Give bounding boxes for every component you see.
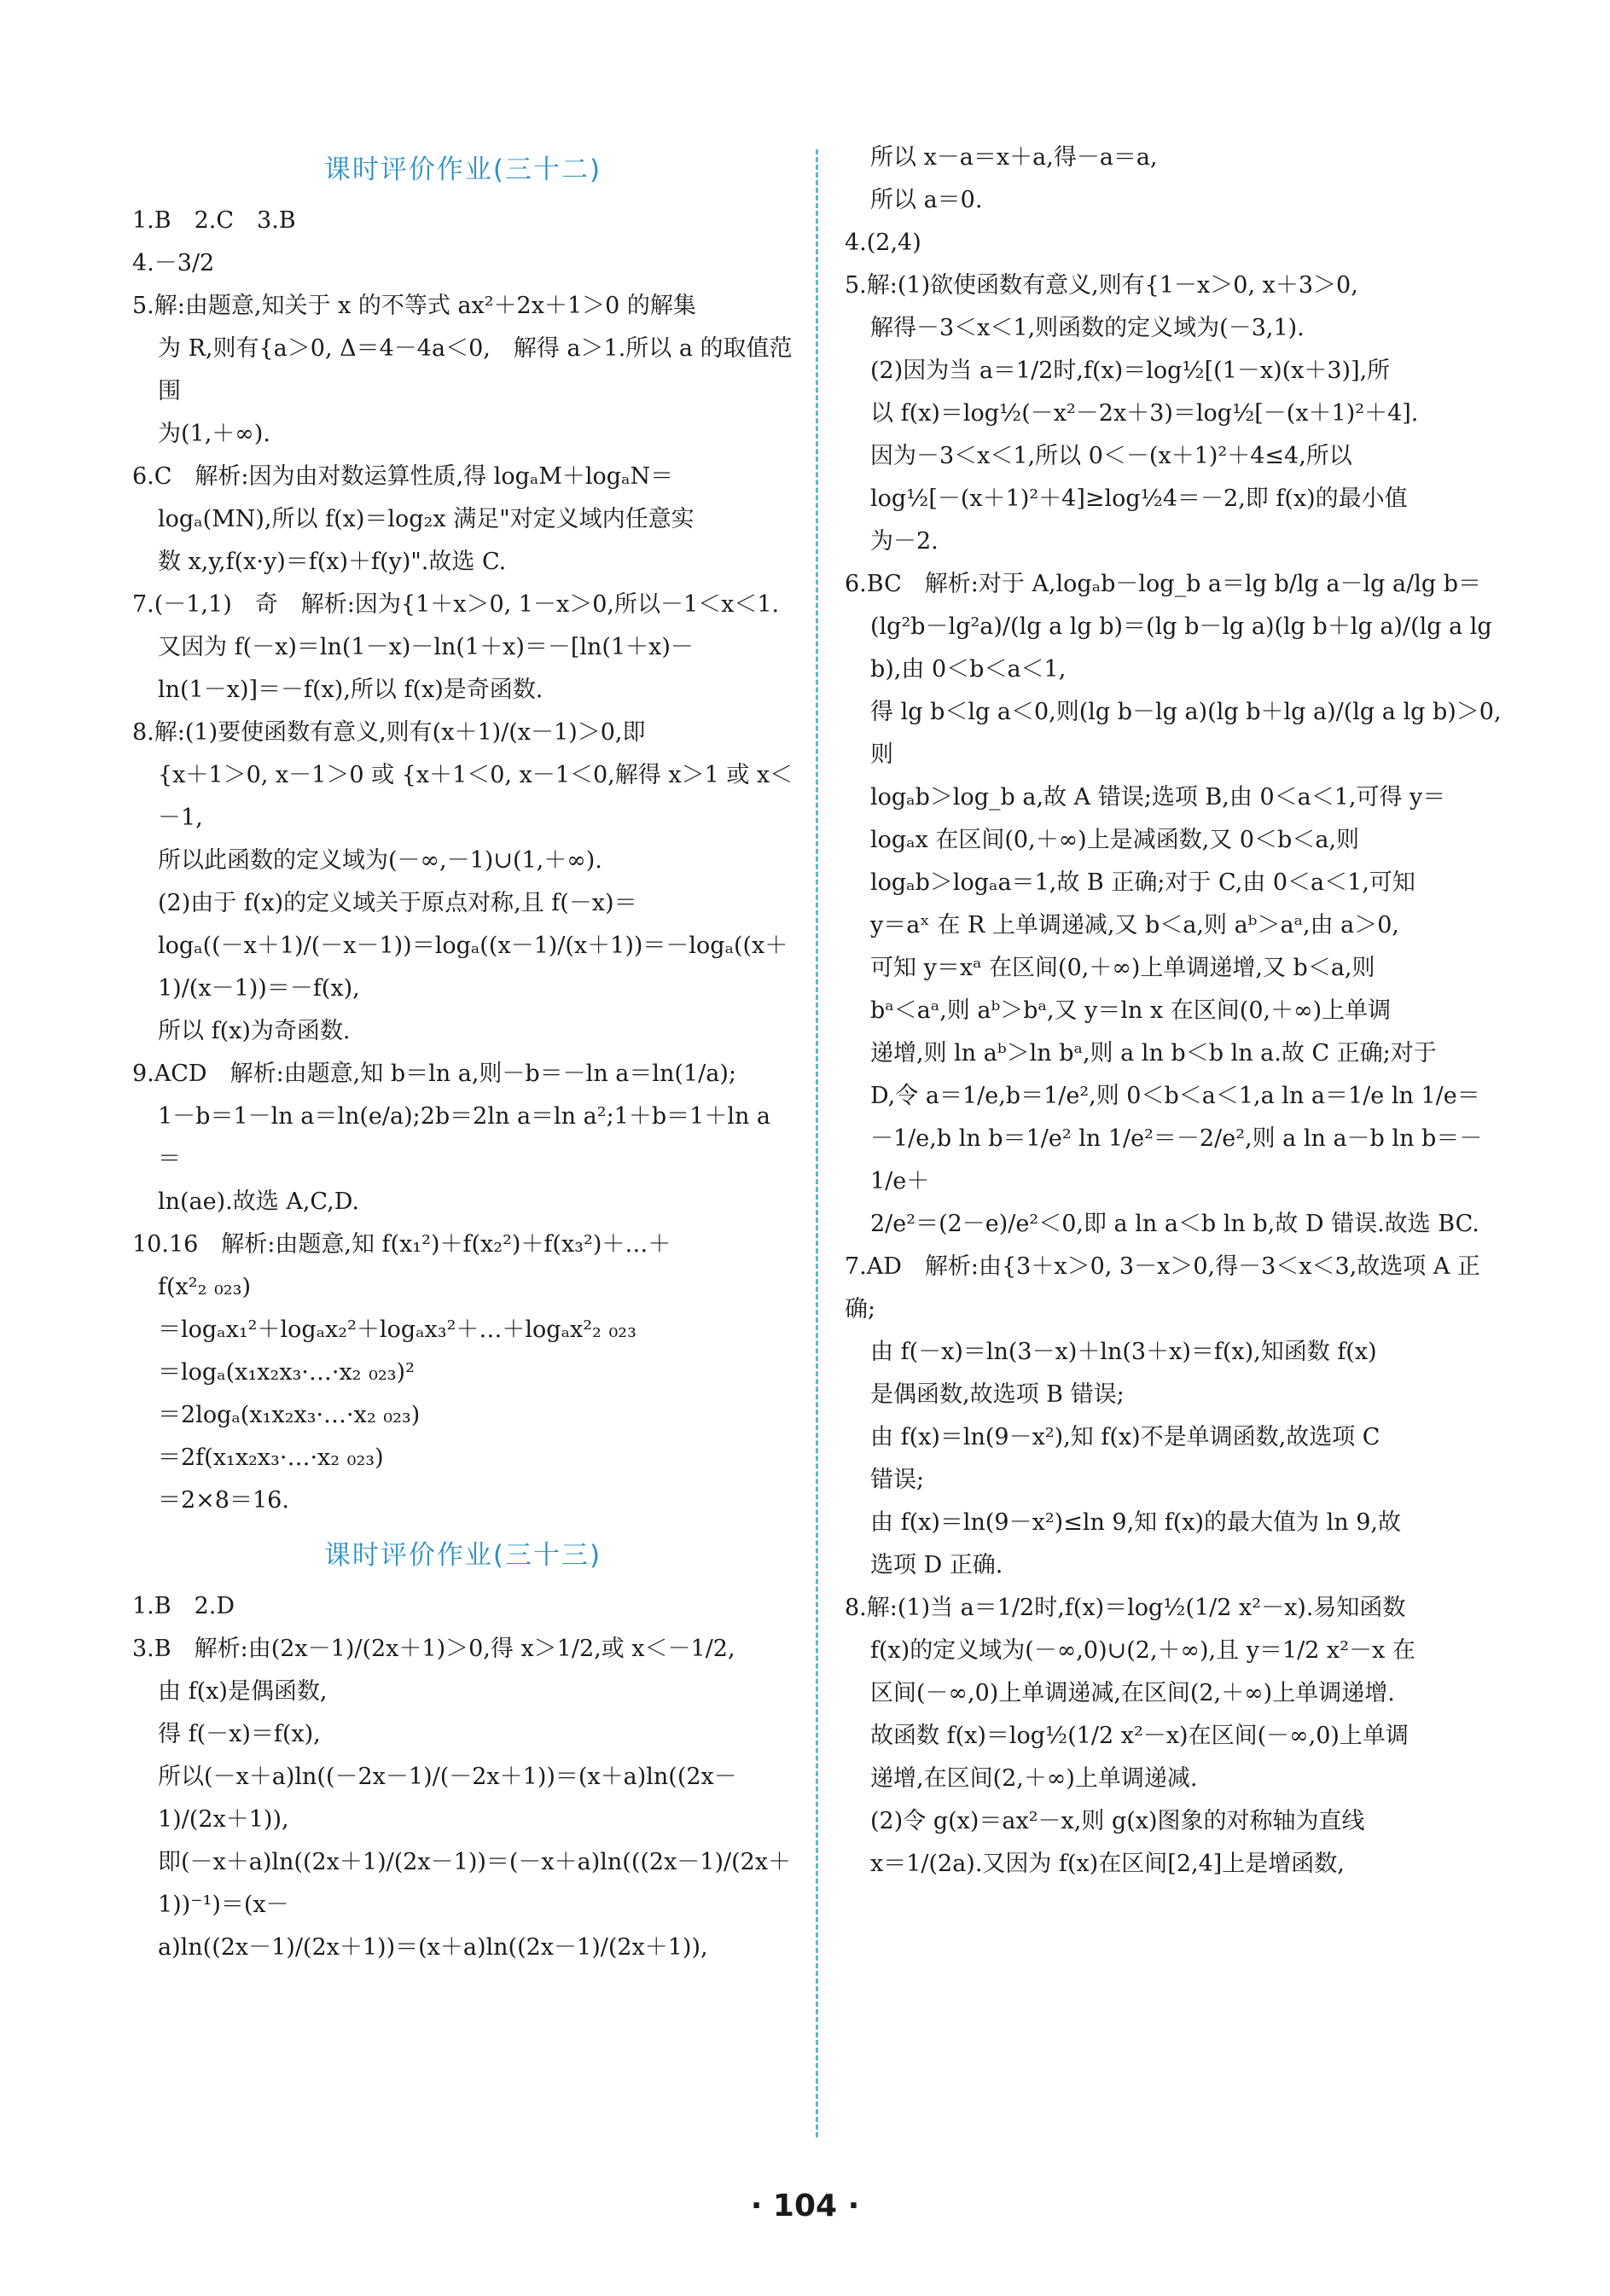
answer-line: 为(1,＋∞). [158,421,270,447]
answer-line: f(x)的定义域为(－∞,0)∪(2,＋∞),且 y＝1/2 x²－x 在 [870,1637,1415,1664]
answer-line: 1－b＝1－ln a＝ln(e/a);2b＝2ln a＝ln a²;1＋b＝1＋ln a＝ [158,1103,771,1172]
answer-line: 由 f(x)＝ln(9－x²)≤ln 9,知 f(x)的最大值为 ln 9,故 [870,1509,1402,1536]
answer-line: 8.解:(1)当 a＝1/2时,f(x)＝log½(1/2 x²－x).易知函数 [845,1595,1406,1621]
answer-line: 由 f(－x)＝ln(3－x)＋ln(3＋x)＝f(x),知函数 f(x) [870,1339,1377,1365]
answer-line: logₐx 在区间(0,＋∞)上是减函数,又 0＜b＜a,则 [870,827,1360,853]
answer-line: ＝2×8＝16. [158,1487,289,1514]
answer-line: 为 R,则有{a＞0, Δ＝4－4a＜0, 解得 a＞1.所以 a 的取值范围 [158,335,793,404]
answer-line: 区间(－∞,0)上单调递减,在区间(2,＋∞)上单调递增. [870,1680,1395,1706]
answer-line: 所以 a＝0. [870,187,983,213]
answer-line: (2)因为当 a＝1/2时,f(x)＝log½[(1－x)(x＋3)],所 [870,357,1391,384]
answer-line: －1/e,b ln b＝1/e² ln 1/e²＝－2/e²,则 a ln a－b ln b＝－1/e＋ [870,1125,1483,1195]
answer-line: 所以 f(x)为奇函数. [158,1018,351,1044]
answer-line: y＝aˣ 在 R 上单调递减,又 b＜a,则 aᵇ＞aᵃ,由 a＞0, [870,912,1400,939]
answer-line: 即(－x＋a)ln((2x＋1)/(2x－1))＝(－x＋a)ln(((2x－1)/(2x＋1))⁻¹)＝(x－ [158,1849,792,1918]
answer-line: (lg²b－lg²a)/(lg a lg b)＝(lg b－lg a)(lg b＋lg a)/(lg a lg b),由 0＜b＜a＜1, [870,613,1500,683]
answer-line: logₐb＞log_b a,故 A 错误;选项 B,由 0＜a＜1,可得 y＝ [870,784,1446,811]
answer-line: f(x²₂ ₀₂₃) [158,1274,251,1300]
answer-line: bᵃ＜aᵃ,则 aᵇ＞bᵃ,又 y＝ln x 在区间(0,＋∞)上单调 [870,997,1392,1024]
answer-line: logₐb＞logₐa＝1,故 B 正确;对于 C,由 0＜a＜1,可知 [870,869,1415,896]
page-number: · 104 · [750,2188,860,2223]
answer-line: 5.解:(1)欲使函数有意义,则有{1－x＞0, x＋3＞0, [845,272,1358,299]
answer-line: 4.(2,4) [845,230,921,256]
answer-line: 由 f(x)是偶函数, [158,1678,328,1705]
answer-line: a)ln((2x－1)/(2x＋1))＝(x＋a)ln((2x－1)/(2x＋1)), [158,1934,708,1961]
answer-line: 所以此函数的定义域为(－∞,－1)∪(1,＋∞). [158,847,602,874]
answer-line: 选项 D 正确. [870,1552,1003,1578]
answer-line: 1.B 2.D [132,1593,235,1619]
answer-line: 5.解:由题意,知关于 x 的不等式 ax²＋2x＋1＞0 的解集 [132,293,696,319]
answer-line: (2)令 g(x)＝ax²－x,则 g(x)图象的对称轴为直线 [870,1808,1365,1834]
answer-line: 7.AD 解析:由{3＋x＞0, 3－x＞0,得－3＜x＜3,故选项 A 正确; [845,1253,1480,1322]
answer-line: 以 f(x)＝log½(－x²－2x＋3)＝log½[－(x＋1)²＋4]. [870,400,1419,427]
answer-line: 9.ACD 解析:由题意,知 b＝ln a,则－b＝－ln a＝ln(1/a); [132,1061,736,1087]
right-column [845,137,1510,1886]
answer-line: 8.解:(1)要使函数有意义,则有(x＋1)/(x－1)＞0,即 [132,719,646,746]
answer-line: 6.BC 解析:对于 A,logₐb－log_b a＝lg b/lg a－lg a/lg b＝ [845,571,1481,597]
column-divider [816,149,818,2137]
answer-line: x＝1/(2a).又因为 f(x)在区间[2,4]上是增函数, [870,1851,1345,1877]
left-column [132,137,793,1969]
answer-line: 数 x,y,f(x·y)＝f(x)＋f(y)".故选 C. [158,549,507,575]
answer-line: 解得－3＜x＜1,则函数的定义域为(－3,1). [870,315,1305,341]
answer-line: 为－2. [870,528,939,555]
answer-line: 可知 y＝xᵃ 在区间(0,＋∞)上单调递增,又 b＜a,则 [870,955,1375,981]
answer-line: 由 f(x)＝ln(9－x²),知 f(x)不是单调函数,故选项 C [870,1424,1380,1450]
answer-line: 2/e²＝(2－e)/e²＜0,即 a ln a＜b ln b,故 D 错误.故选 BC. [870,1211,1479,1237]
section-title-32: 课时评价作业(三十二) [323,154,602,185]
answer-line: ＝logₐx₁²＋logₐx₂²＋logₐx₃²＋…＋logₐx²₂ ₀₂₃ [158,1317,636,1343]
answer-line: log½[－(x＋1)²＋4]≥log½4＝－2,即 f(x)的最小值 [870,485,1408,512]
section-title-33: 课时评价作业(三十三) [323,1540,602,1571]
answer-line: ln(ae).故选 A,C,D. [158,1189,359,1215]
answer-line: logₐ(MN),所以 f(x)＝log₂x 满足"对定义域内任意实 [158,506,695,532]
answer-line: 是偶函数,故选项 B 错误; [870,1381,1125,1408]
answer-line: 又因为 f(－x)＝ln(1－x)－ln(1＋x)＝－[ln(1＋x)－ [158,634,694,660]
answer-line: 所以(－x＋a)ln((－2x－1)/(－2x＋1))＝(x＋a)ln((2x－1)/(2x＋1)), [158,1764,737,1833]
answer-line: 所以 x－a＝x＋a,得－a＝a, [870,144,1158,171]
answer-line: ＝logₐ(x₁x₂x₃·…·x₂ ₀₂₃)² [158,1359,415,1386]
answer-line: 得 f(－x)＝f(x), [158,1721,321,1747]
answer-line: 4.－3/2 [132,250,215,276]
answer-line: ln(1－x)]＝－f(x),所以 f(x)是奇函数. [158,677,543,703]
answer-line: 递增,在区间(2,＋∞)上单调递减. [870,1765,1198,1792]
answer-line: D,令 a＝1/e,b＝1/e²,则 0＜b＜a＜1,a ln a＝1/e ln 1/e＝ [870,1083,1480,1109]
answer-line: 故函数 f(x)＝log½(1/2 x²－x)在区间(－∞,0)上单调 [870,1723,1409,1749]
answer-line: 得 lg b＜lg a＜0,则(lg b－lg a)(lg b＋lg a)/(lg a lg b)＞0,则 [870,699,1502,768]
answer-line: {x＋1＞0, x－1＞0 或 {x＋1＜0, x－1＜0,解得 x＞1 或 x＜－1, [158,762,793,831]
answer-line: 7.(－1,1) 奇 解析:因为{1＋x＞0, 1－x＞0,所以－1＜x＜1. [132,591,780,618]
answer-line: 10.16 解析:由题意,知 f(x₁²)＋f(x₂²)＋f(x₃²)＋…＋ [132,1231,671,1258]
answer-line: 因为－3＜x＜1,所以 0＜－(x＋1)²＋4≤4,所以 [870,443,1352,469]
answer-line: ＝2logₐ(x₁x₂x₃·…·x₂ ₀₂₃) [158,1402,421,1428]
answer-line: 3.B 解析:由(2x－1)/(2x＋1)＞0,得 x＞1/2,或 x＜－1/2, [132,1636,735,1662]
answer-line: 6.C 解析:因为由对数运算性质,得 logₐM＋logₐN＝ [132,463,674,490]
answer-line: 1.B 2.C 3.B [132,207,296,234]
answer-line: ＝2f(x₁x₂x₃·…·x₂ ₀₂₃) [158,1444,384,1471]
answer-line: 错误; [870,1467,925,1493]
answer-line: logₐ((－x＋1)/(－x－1))＝logₐ((x－1)/(x＋1))＝－logₐ((x＋1)/(x－1))＝－f(x), [158,933,788,1002]
answer-line: 递增,则 ln aᵇ＞ln bᵃ,则 a ln b＜b ln a.故 C 正确;对于 [870,1040,1437,1067]
answer-line: (2)由于 f(x)的定义域关于原点对称,且 f(－x)＝ [158,890,637,916]
